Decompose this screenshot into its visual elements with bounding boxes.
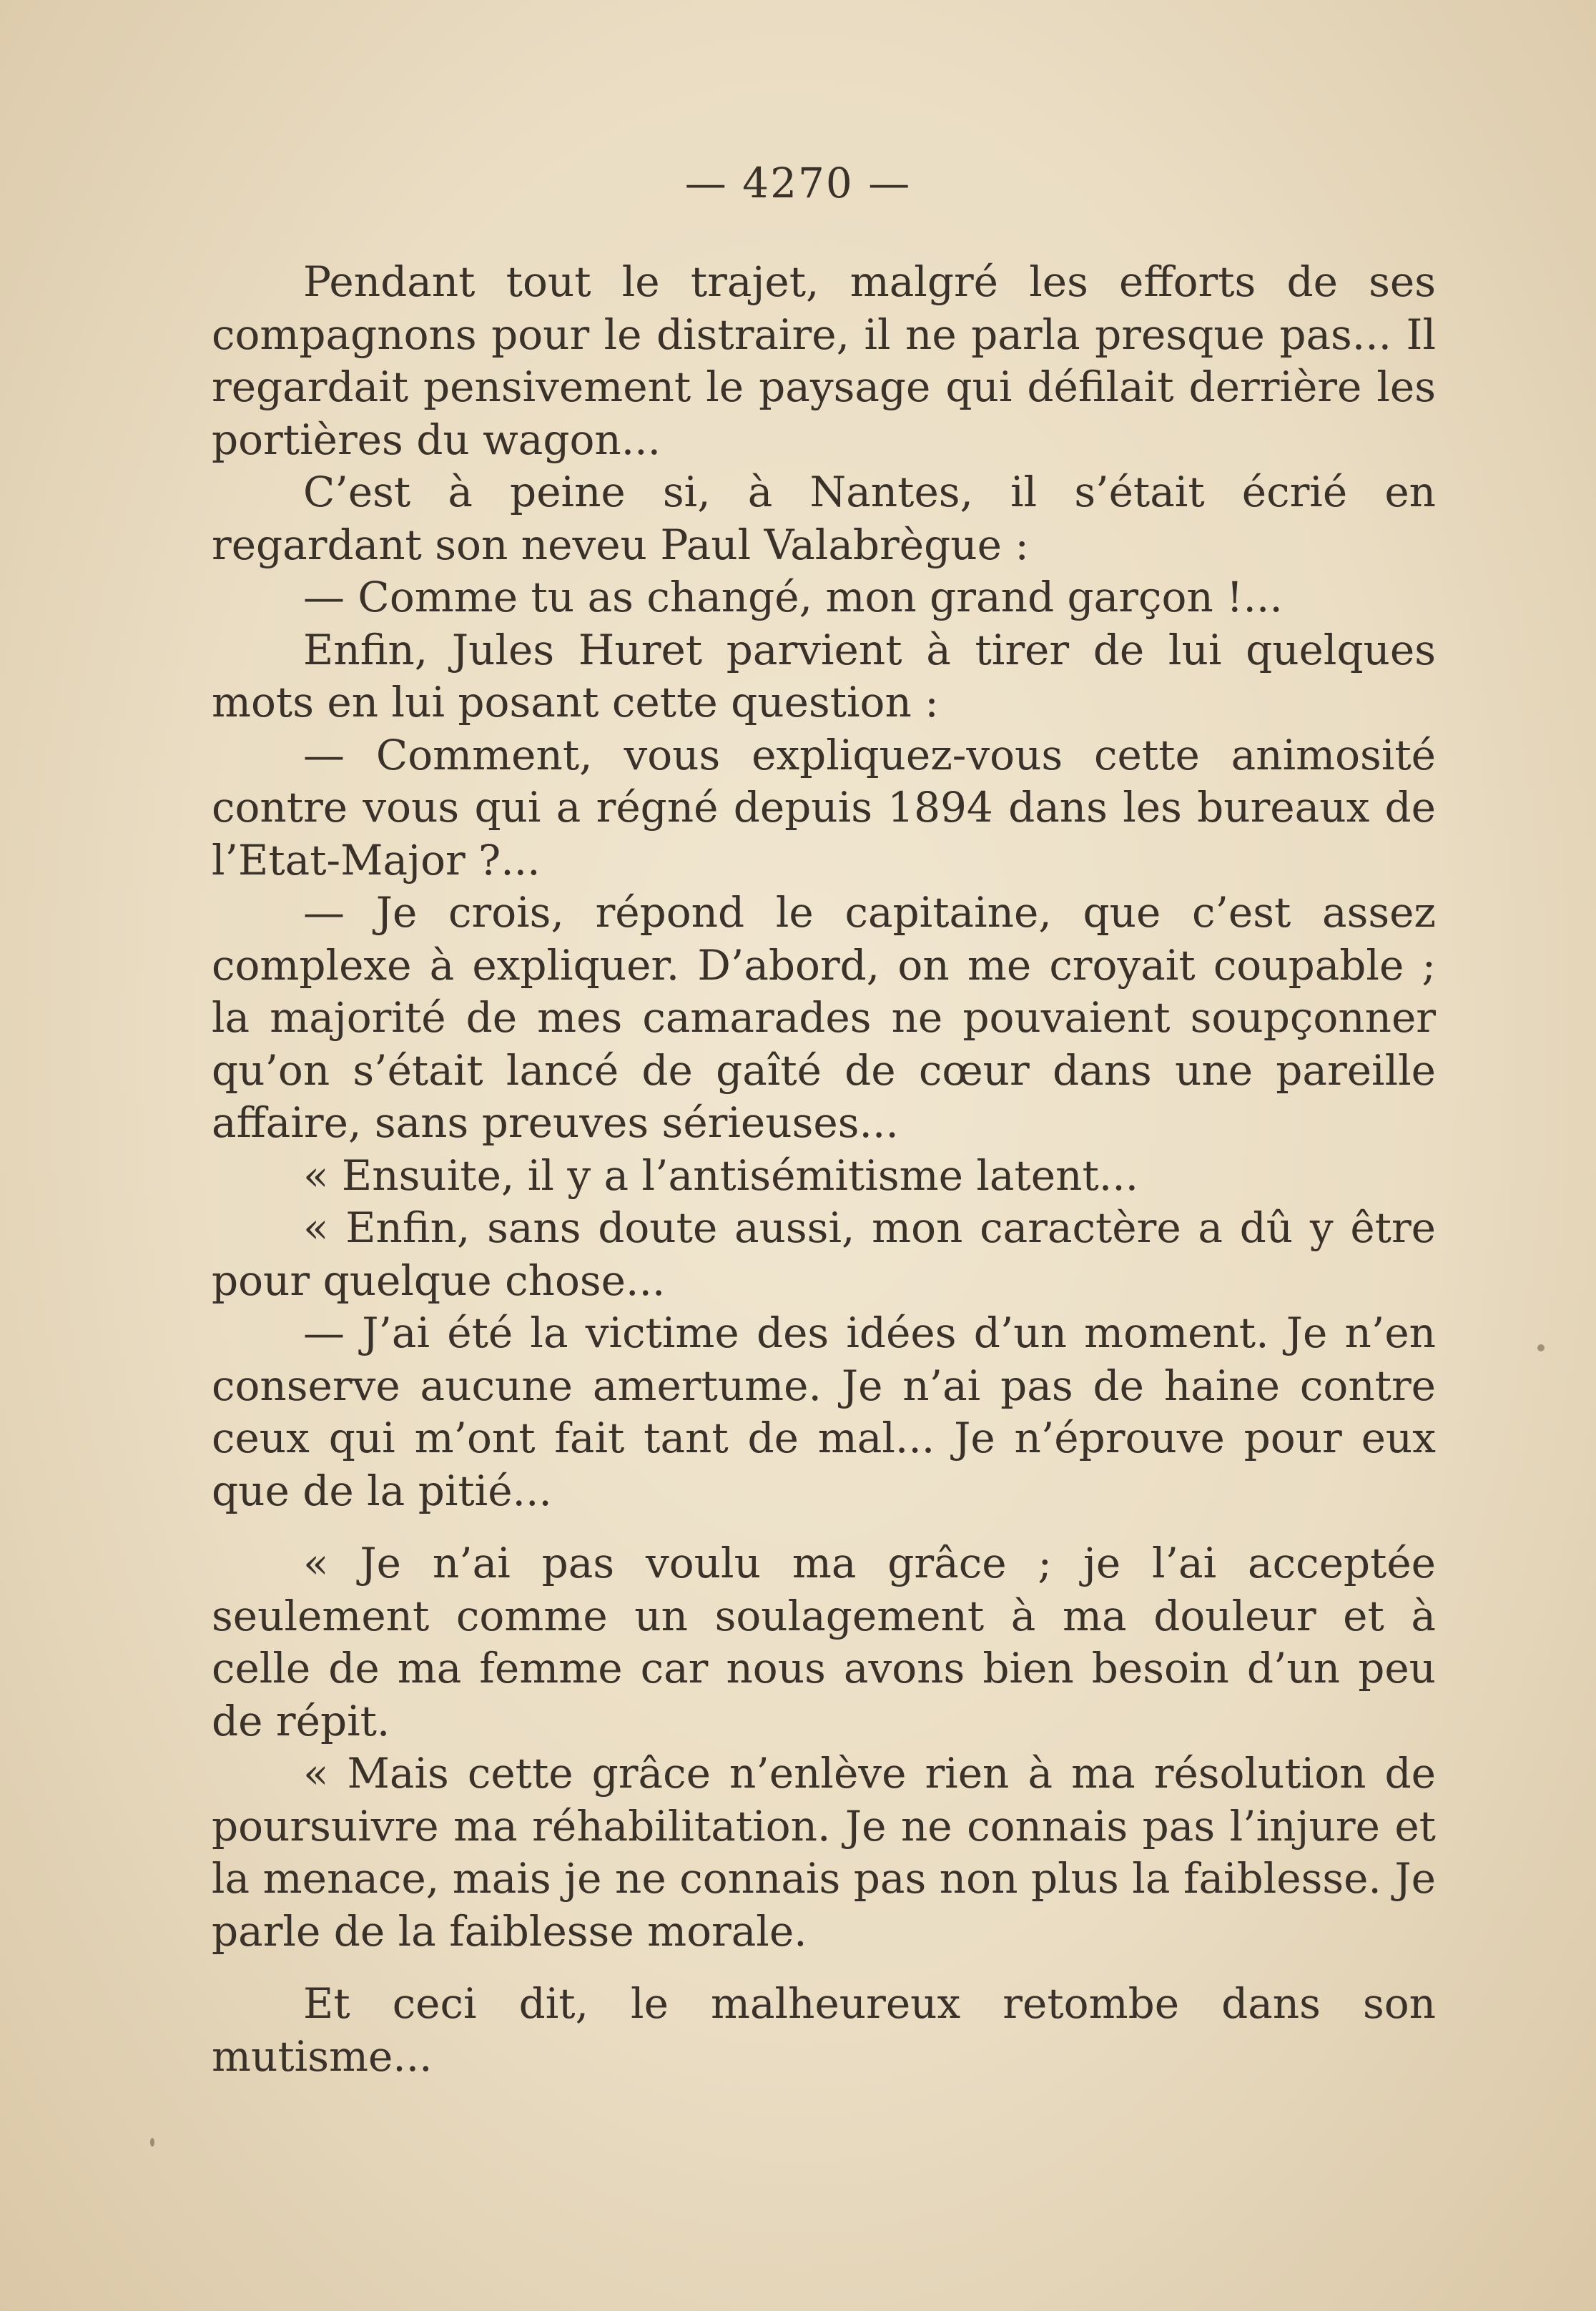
paragraph: — Comme tu as changé, mon grand garçon !... bbox=[303, 573, 1283, 621]
page-number: — 4270 — bbox=[684, 159, 912, 207]
paragraph: « Ensuite, il y a l’antisémitisme latent... bbox=[303, 1150, 1139, 1200]
paragraph: Pendant tout le trajet, malgré les efforts de ses compagnons pour le distraire, il ne parla presque pas... Il regardait pensivement le paysage qui défilait derrière les portières du wagon... bbox=[212, 257, 1436, 464]
body-text bbox=[212, 256, 1436, 2083]
paper-speck bbox=[150, 2138, 154, 2147]
paragraph: — Je crois, répond le capitaine, que c’est assez complexe à expliquer. D’abord, on me croyait coupable ; la majorité de mes camarades ne pouvaient soupçonner qu’on s’était lancé de gaîté de cœur dans une pareille affaire, sans preuves sérieuses... bbox=[212, 888, 1436, 1147]
paper-speck bbox=[1537, 1344, 1545, 1351]
paragraph: — Comment, vous expliquez-vous cette animosité contre vous qui a régné depuis 1894 dans les bureaux de l’Etat-Major ?... bbox=[212, 730, 1436, 885]
paragraph: C’est à peine si, à Nantes, il s’était écrié en regardant son neveu Paul Valabrègue : bbox=[212, 468, 1436, 569]
paragraph: « Enfin, sans doute aussi, mon caractère a dû y être pour quelque chose... bbox=[212, 1203, 1436, 1305]
paragraph: — J’ai été la victime des idées d’un moment. Je n’en conserve aucune amertume. Je n’ai pas de haine contre ceux qui m’ont fait tant de mal... Je n’éprouve pour eux que de la pitié... bbox=[212, 1309, 1436, 1515]
paragraph: « Je n’ai pas voulu ma grâce ; je l’ai acceptée seulement comme un soulagement à ma douleur et à celle de ma femme car nous avons bien besoin d’un peu de répit. bbox=[212, 1539, 1436, 1745]
paragraph: « Mais cette grâce n’enlève rien à ma résolution de poursuivre ma réhabilitation. Je ne connais pas l’injure et la menace, mais je ne connais pas non plus la faiblesse. Je parle de la faiblesse morale. bbox=[212, 1749, 1436, 1956]
paragraph: Et ceci dit, le malheureux retombe dans son mutisme... bbox=[212, 1979, 1436, 2081]
paragraph: Enfin, Jules Huret parvient à tirer de lui quelques mots en lui posant cette question : bbox=[212, 625, 1436, 726]
